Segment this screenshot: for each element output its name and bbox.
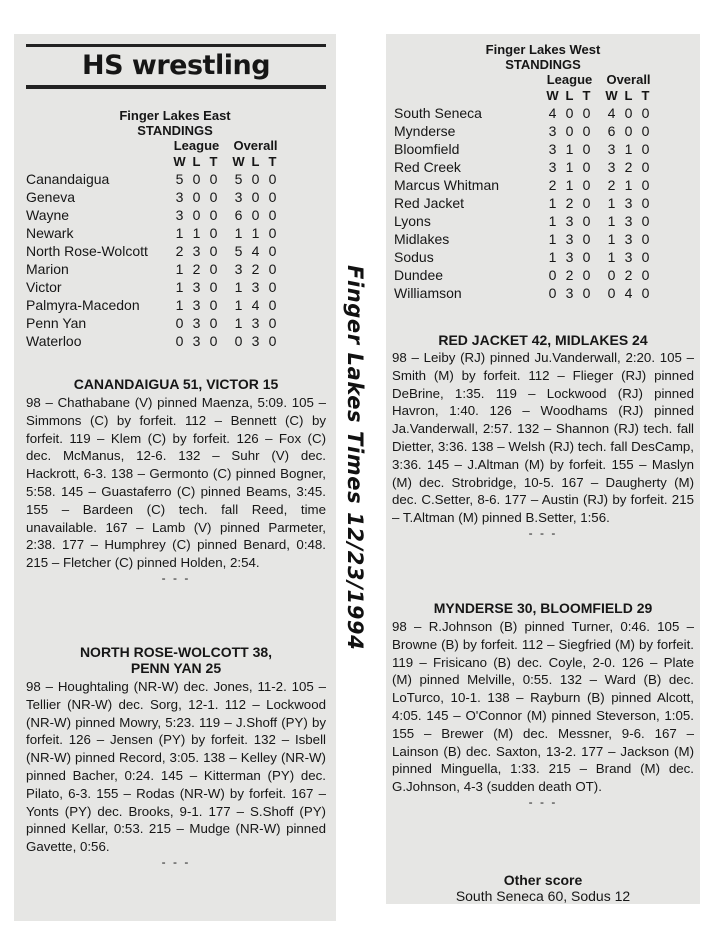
standings-value: 3 [624, 195, 633, 211]
standings-value: 0 [624, 123, 633, 139]
game-results: 98 – Leiby (RJ) pinned Ju.Vanderwall, 2:20. 105 – Smith (M) by forfeit. 112 – Flieger (RJ) pinned DeBrine, 1:35. 119 – Lockwood (RJ) pinned Havron, 1:40. 126 – Woodhams (RJ) pinned Ja.Vanderwall, 2:57. 132 – Shannon (RJ) tech. fall Dietter, 3:36. 138 – Welsh (RJ) tech. fall DesCamp, 3:36. 145 – J.Altman (M) by forfeit. 155 – Maslyn (M) dec. Strobridge, 10-5. 167 – Daugherty (M) dec. C.Setter, 8-6. 177 – Austin (RJ) by forfeit. 215 – T.Altman (M) pinned B.Setter, 1:56. [392, 350, 694, 526]
standings-row [394, 140, 654, 158]
standings-value: 1 [607, 195, 616, 211]
team-name: Marion [26, 261, 69, 277]
standings-row [26, 296, 281, 314]
standings-row [26, 242, 281, 260]
team-name: Midlakes [394, 231, 450, 247]
standings-value: 0 [582, 267, 591, 283]
west-subheading: STANDINGS [505, 57, 581, 72]
standings-value: 0 [192, 207, 201, 223]
east-standings-table [26, 138, 281, 350]
standings-value: 3 [251, 279, 260, 295]
standings-value: 0 [548, 285, 557, 301]
standings-value: 5 [175, 171, 184, 187]
standings-value: 0 [607, 285, 616, 301]
game-redjacket-midlakes [392, 332, 694, 539]
standings-row [394, 248, 654, 266]
team-name: Dundee [394, 267, 444, 283]
column-header: L [192, 154, 201, 169]
standings-row [394, 158, 654, 176]
east-standings [14, 108, 336, 350]
team-name: Geneva [26, 189, 76, 205]
standings-value: 2 [251, 261, 260, 277]
standings-value: 2 [192, 261, 201, 277]
standings-value: 0 [209, 243, 218, 259]
east-subheading: STANDINGS [137, 123, 213, 138]
column-header: L [624, 88, 633, 103]
standings-value: 3 [192, 315, 201, 331]
standings-value: 2 [624, 159, 633, 175]
standings-value: 0 [209, 189, 218, 205]
standings-value: 4 [251, 243, 260, 259]
standings-value: 3 [607, 159, 616, 175]
standings-value: 3 [192, 333, 201, 349]
standings-value: 3 [607, 141, 616, 157]
standings-value: 3 [565, 249, 574, 265]
standings-value: 4 [251, 297, 260, 313]
standings-value: 3 [175, 189, 184, 205]
team-name: Canandaigua [26, 171, 110, 187]
standings-value: 1 [175, 297, 184, 313]
standings-value: 0 [641, 141, 650, 157]
standings-value: 0 [582, 285, 591, 301]
standings-value: 1 [548, 195, 557, 211]
standings-value: 1 [624, 177, 633, 193]
standings-row [394, 122, 654, 140]
standings-row [394, 104, 654, 122]
separator: - - - [528, 794, 558, 809]
standings-value: 0 [641, 213, 650, 229]
standings-value: 0 [234, 333, 243, 349]
standings-value: 3 [548, 123, 557, 139]
team-name: North Rose-Wolcott [26, 243, 148, 259]
game-results: 98 – R.Johnson (B) pinned Turner, 0:46. 105 – Browne (B) by forfeit. 112 – Siegfried (M) by forfeit. 119 – Frisicano (B) dec. Coyle, 2-0. 126 – Plate (M) pinned Melville, 0:55. 132 – Ward (B) dec. LoTurco, 10-1. 138 – Rayburn (B) pinned Alcott, 4:05. 145 – O'Connor (M) pinned Steverson, 1:05. 155 – Brewer (M) dec. Messner, 9-6. 167 – Lainson (B) dec. Saxton, 13-2. 177 – Jackson (M) pinned Minguella, 1:33. 215 – Brand (M) dec. G.Johnson, 4-3 (sudden death OT). [392, 619, 694, 795]
team-name: Lyons [394, 213, 431, 229]
standings-value: 3 [624, 249, 633, 265]
standings-value: 1 [175, 225, 184, 241]
standings-value: 0 [209, 225, 218, 241]
standings-value: 1 [175, 279, 184, 295]
standings-value: 2 [607, 177, 616, 193]
overall-label: Overall [606, 72, 651, 87]
standings-value: 0 [268, 279, 277, 295]
east-heading: Finger Lakes East [119, 108, 231, 123]
team-name: Mynderse [394, 123, 456, 139]
standings-value: 0 [582, 213, 591, 229]
game-title: RED JACKET 42, MIDLAKES 24 [438, 332, 648, 348]
standings-row [26, 278, 281, 296]
game-canandaigua-victor [26, 376, 326, 584]
column-header: L [251, 154, 260, 169]
team-name: Palmyra-Macedon [26, 297, 140, 313]
column-header-row [394, 88, 654, 104]
standings-value: 0 [548, 267, 557, 283]
standings-value: 1 [607, 249, 616, 265]
standings-value: 3 [251, 333, 260, 349]
right-column [386, 34, 700, 904]
game-results: 98 – Chathabane (V) pinned Maenza, 5:09. 105 – Simmons (C) by forfeit. 112 – Bennett (C) by forfeit. 119 – Klem (C) by forfeit. 126 – Fox (C) dec. McManus, 12-6. 132 – Suhr (V) dec. Hackrott, 6-3. 138 – Germonto (C) pinned Bogner, 5:58. 145 – Guastaferro (C) pinned Beams, 3:45. 155 – Bardeen (C) tech. fall Reed, time unavailable. 167 – Lamb (V) pinned Parmeter, 2:38. 177 – Humphrey (C) pinned Benard, 0:48. 215 – Fletcher (C) pinned Holden, 2:54. [26, 395, 326, 571]
standings-value: 0 [268, 297, 277, 313]
team-name: Sodus [394, 249, 434, 265]
standings-row [26, 314, 281, 332]
standings-value: 0 [209, 279, 218, 295]
game-title-line2: PENN YAN 25 [130, 660, 222, 676]
standings-value: 0 [268, 243, 277, 259]
game-title: CANANDAIGUA 51, VICTOR 15 [73, 376, 279, 392]
team-name: Penn Yan [26, 315, 87, 331]
standings-value: 0 [582, 123, 591, 139]
standings-value: 0 [582, 177, 591, 193]
standings-value: 0 [641, 231, 650, 247]
column-header: T [641, 88, 650, 103]
standings-value: 3 [234, 189, 243, 205]
left-column [14, 34, 336, 921]
standings-value: 4 [624, 285, 633, 301]
other-score [392, 872, 694, 905]
standings-value: 3 [565, 231, 574, 247]
game-title-line1: NORTH ROSE-WOLCOTT 38, [79, 644, 273, 660]
standings-value: 0 [582, 141, 591, 157]
standings-row [26, 206, 281, 224]
standings-value: 0 [582, 195, 591, 211]
standings-value: 0 [209, 297, 218, 313]
standings-value: 1 [607, 213, 616, 229]
standings-value: 0 [268, 207, 277, 223]
standings-value: 0 [268, 315, 277, 331]
standings-value: 1 [175, 261, 184, 277]
standings-value: 3 [192, 297, 201, 313]
standings-row [26, 170, 281, 188]
standings-value: 1 [565, 177, 574, 193]
standings-value: 3 [624, 231, 633, 247]
standings-value: 2 [565, 195, 574, 211]
standings-value: 0 [565, 123, 574, 139]
standings-value: 3 [192, 279, 201, 295]
standings-value: 3 [192, 243, 201, 259]
standings-value: 0 [582, 159, 591, 175]
standings-row [26, 224, 281, 242]
team-name: Red Creek [394, 159, 461, 175]
column-header-row [26, 154, 281, 170]
standings-value: 3 [565, 213, 574, 229]
standings-value: 2 [548, 177, 557, 193]
team-name: Red Jacket [394, 195, 465, 211]
standings-value: 3 [548, 159, 557, 175]
standings-value: 3 [565, 285, 574, 301]
standings-row [26, 260, 281, 278]
standings-value: 5 [234, 243, 243, 259]
standings-value: 5 [234, 171, 243, 187]
standings-value: 2 [624, 267, 633, 283]
standings-value: 2 [175, 243, 184, 259]
standings-value: 3 [175, 207, 184, 223]
column-header: T [268, 154, 277, 169]
standings-value: 6 [607, 123, 616, 139]
standings-value: 0 [565, 105, 574, 121]
column-header: L [565, 88, 574, 103]
section-title: HS wrestling [26, 44, 326, 89]
game-results: 98 – Houghtaling (NR-W) dec. Jones, 11-2. 105 – Tellier (NR-W) dec. Sorg, 12-1. 112 – Lockwood (NR-W) pinned Mowry, 5:23. 119 – J.Shoff (PY) by forfeit. 126 – Jensen (PY) by forfeit. 132 – Isbell (NR-W) pinned Record, 3:05. 138 – Kelley (NR-W) pinned Bacher, 0:24. 145 – Kitterman (PY) dec. Pilato, 6-3. 155 – Rodas (NR-W) by forfeit. 167 – Yonts (PY) dec. Brooks, 9-1. 177 – S.Shoff (PY) pinned Kellar, 0:53. 215 – Mudge (NR-W) pinned Gavette, 0:56. [26, 679, 326, 855]
standings-value: 0 [209, 261, 218, 277]
standings-value: 1 [192, 225, 201, 241]
standings-row [394, 194, 654, 212]
separator: - - - [161, 570, 191, 585]
other-score-text: South Seneca 60, Sodus 12 [455, 888, 631, 904]
standings-value: 0 [641, 159, 650, 175]
west-standings-table [394, 72, 654, 302]
standings-value: 0 [209, 333, 218, 349]
standings-value: 0 [624, 105, 633, 121]
team-name: Bloomfield [394, 141, 460, 157]
overall-label: Overall [233, 138, 278, 153]
standings-value: 1 [624, 141, 633, 157]
standings-value: 0 [582, 105, 591, 121]
standings-row [394, 176, 654, 194]
standings-value: 3 [548, 141, 557, 157]
standings-value: 0 [209, 207, 218, 223]
standings-value: 0 [641, 123, 650, 139]
standings-value: 0 [175, 315, 184, 331]
standings-value: 0 [175, 333, 184, 349]
standings-value: 1 [607, 231, 616, 247]
standings-value: 0 [607, 267, 616, 283]
west-heading: Finger Lakes West [485, 42, 601, 57]
standings-row [394, 266, 654, 284]
team-name: Wayne [26, 207, 70, 223]
game-nrw-pennyan [26, 644, 326, 868]
standings-value: 0 [641, 249, 650, 265]
standings-value: 0 [641, 105, 650, 121]
standings-value: 1 [548, 249, 557, 265]
standings-value: 0 [268, 171, 277, 187]
standings-value: 0 [582, 231, 591, 247]
standings-value: 4 [607, 105, 616, 121]
column-header: W [232, 154, 245, 169]
column-header: W [546, 88, 559, 103]
standings-value: 2 [565, 267, 574, 283]
standings-value: 4 [548, 105, 557, 121]
standings-value: 0 [268, 225, 277, 241]
standings-value: 0 [641, 267, 650, 283]
game-title: MYNDERSE 30, BLOOMFIELD 29 [433, 600, 653, 616]
standings-value: 0 [268, 333, 277, 349]
standings-value: 1 [251, 225, 260, 241]
group-header-row [26, 138, 281, 154]
standings-value: 0 [251, 189, 260, 205]
team-name: South Seneca [394, 105, 482, 121]
standings-value: 3 [251, 315, 260, 331]
game-mynderse-bloomfield [392, 600, 694, 808]
column-header: W [605, 88, 618, 103]
standings-value: 1 [548, 231, 557, 247]
standings-row [394, 284, 654, 302]
team-name: Waterloo [26, 333, 82, 349]
standings-value: 0 [251, 171, 260, 187]
standings-value: 0 [582, 249, 591, 265]
standings-row [26, 332, 281, 350]
standings-value: 1 [234, 315, 243, 331]
standings-value: 0 [641, 177, 650, 193]
standings-value: 0 [209, 315, 218, 331]
separator: - - - [528, 525, 558, 540]
standings-value: 1 [565, 159, 574, 175]
column-header: W [173, 154, 186, 169]
other-score-heading: Other score [503, 872, 583, 888]
standings-value: 1 [234, 279, 243, 295]
group-header-row [394, 72, 654, 88]
standings-value: 0 [641, 285, 650, 301]
team-name: Williamson [394, 285, 462, 301]
standings-value: 6 [234, 207, 243, 223]
standings-row [394, 230, 654, 248]
standings-row [26, 188, 281, 206]
newspaper-caption: Finger Lakes Times 12/23/1994 [343, 265, 367, 651]
standings-value: 0 [268, 261, 277, 277]
standings-row [394, 212, 654, 230]
standings-value: 0 [192, 189, 201, 205]
standings-value: 3 [234, 261, 243, 277]
league-label: League [546, 72, 593, 87]
column-header: T [582, 88, 591, 103]
standings-value: 0 [192, 171, 201, 187]
standings-value: 1 [234, 297, 243, 313]
standings-value: 0 [268, 189, 277, 205]
standings-value: 1 [548, 213, 557, 229]
standings-value: 0 [641, 195, 650, 211]
standings-value: 3 [624, 213, 633, 229]
column-header: T [209, 154, 218, 169]
team-name: Marcus Whitman [394, 177, 500, 193]
standings-value: 0 [209, 171, 218, 187]
league-label: League [173, 138, 220, 153]
separator: - - - [161, 854, 191, 869]
west-standings [386, 42, 700, 302]
team-name: Victor [26, 279, 62, 295]
standings-value: 1 [565, 141, 574, 157]
standings-value: 1 [234, 225, 243, 241]
standings-value: 0 [251, 207, 260, 223]
team-name: Newark [26, 225, 74, 241]
